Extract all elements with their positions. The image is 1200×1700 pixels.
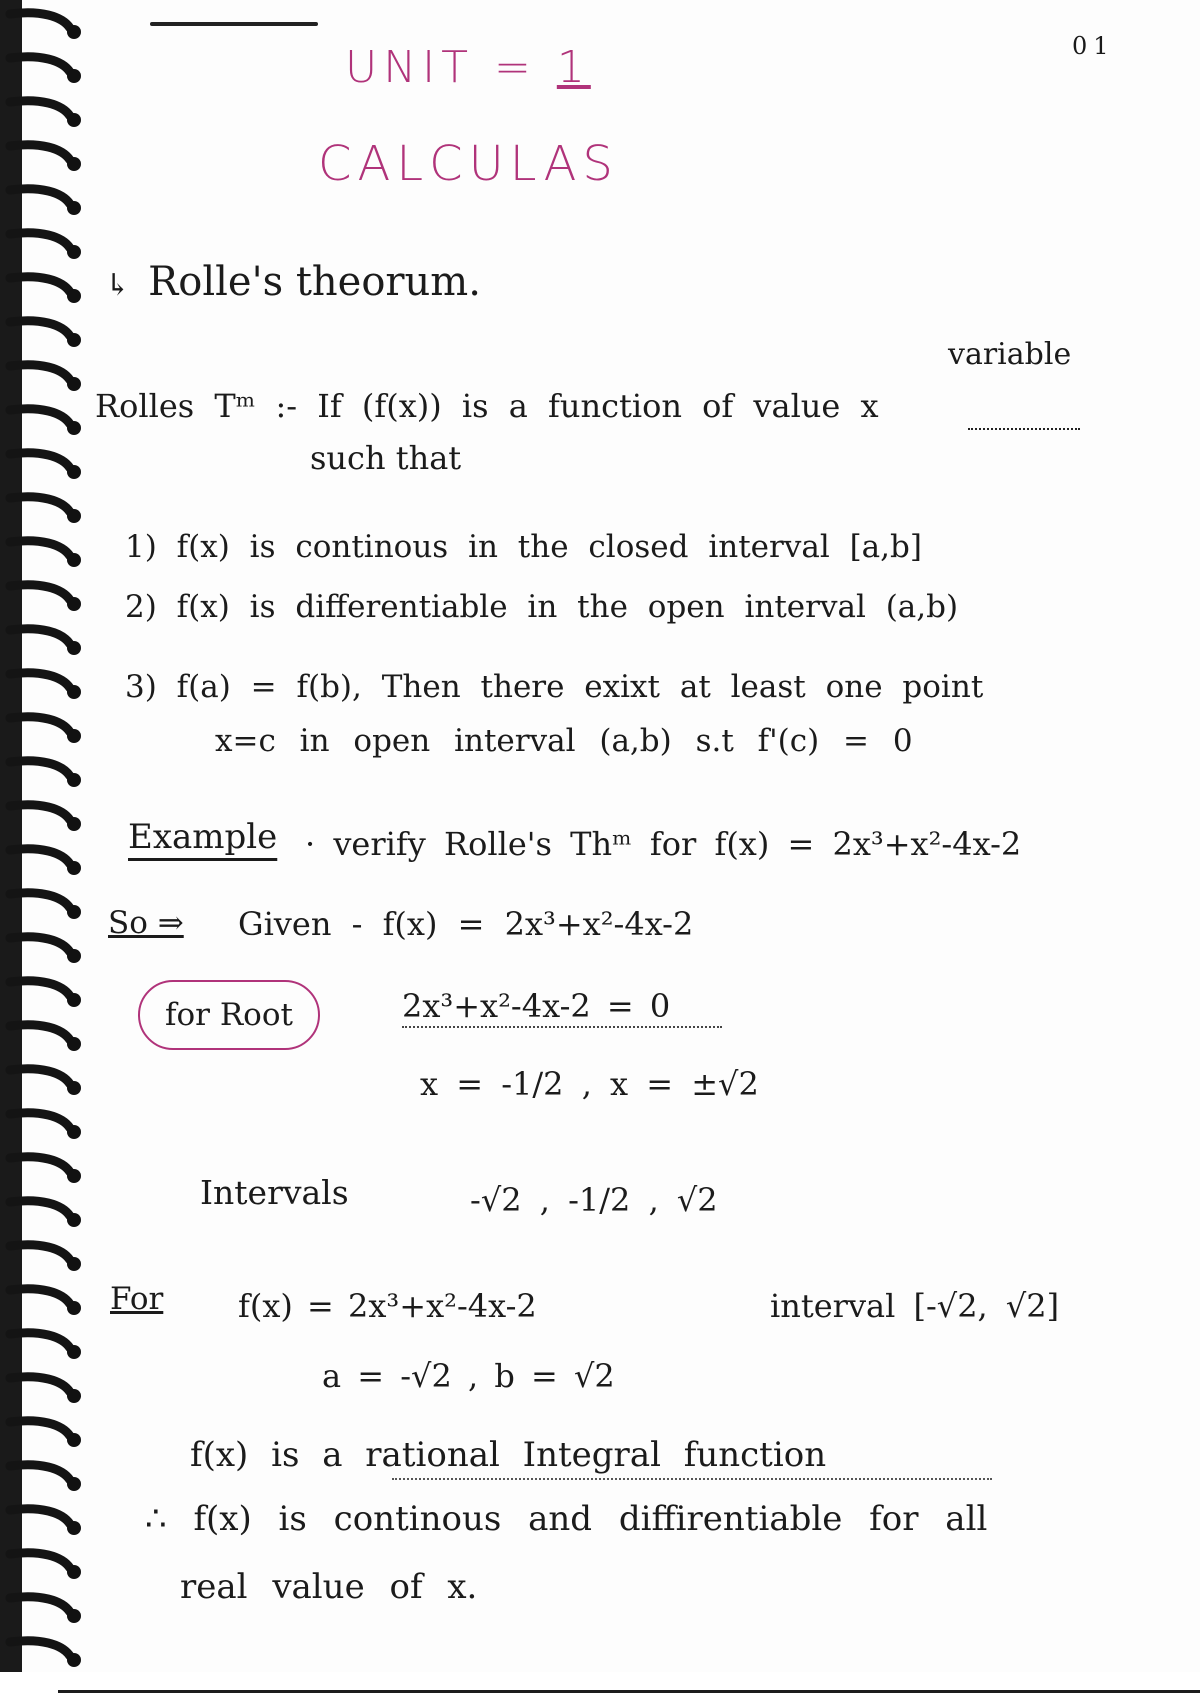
binding-hole [67, 157, 81, 171]
intervals-label: Intervals [200, 1173, 349, 1212]
binding-hole [67, 333, 81, 347]
binding-hole [67, 817, 81, 831]
binding-hole [67, 949, 81, 963]
dotted-underline [968, 428, 1080, 430]
binding-hole [67, 685, 81, 699]
condition-2: 2) f(x) is differentiable in the open interval (a,b) [125, 589, 959, 625]
heading-text: Rolle's theorum. [148, 259, 481, 305]
binding-hole [67, 377, 81, 391]
unit-title-prefix: UNIT = [345, 42, 557, 93]
subject-title: CALCULAS [318, 136, 619, 192]
binding-hole [67, 1213, 81, 1227]
conclusion-line-3: real value of x. [180, 1567, 478, 1607]
binding-hole [67, 553, 81, 567]
binding-hole [67, 1345, 81, 1359]
roots: x = -1/2 , x = ±√2 [420, 1065, 759, 1103]
binding-hole [67, 113, 81, 127]
root-badge: for Root [138, 980, 320, 1050]
binding-hole [67, 1521, 81, 1535]
binding-hole [67, 641, 81, 655]
function-equation: f(x) = 2x³+x²-4x-2 [238, 1287, 537, 1325]
binding-hole [67, 421, 81, 435]
section-heading [105, 259, 481, 305]
binding-hole [67, 201, 81, 215]
binding-hole [67, 1169, 81, 1183]
condition-1: 1) f(x) is continous in the closed interval [a,b] [125, 529, 922, 565]
unit-number: 1 [556, 42, 591, 93]
binding-hole [67, 1433, 81, 1447]
page-bottom-rule [58, 1690, 1200, 1693]
binding-hole [67, 1389, 81, 1403]
solution-label: So ⇒ [108, 905, 184, 941]
binding-hole [67, 69, 81, 83]
binding-hole [67, 289, 81, 303]
correction-note: variable [948, 337, 1072, 372]
spiral-binding [0, 0, 90, 1672]
unit-title [345, 42, 591, 93]
condition-3-continued: x=c in open interval (a,b) s.t f'(c) = 0 [215, 723, 913, 759]
binding-hole [67, 861, 81, 875]
intervals-value: -√2 , -1/2 , √2 [470, 1181, 718, 1219]
binding-hole [67, 993, 81, 1007]
binding-hole [67, 905, 81, 919]
example-text: · verify Rolle's Thᵐ for f(x) = 2x³+x²-4x-2 [305, 825, 1022, 863]
binding-hole [67, 465, 81, 479]
condition-3: 3) f(a) = f(b), Then there exixt at least one point [125, 669, 984, 705]
arrow-icon: ↳ [105, 268, 131, 303]
root-equation: 2x³+x²-4x-2 = 0 [402, 987, 671, 1025]
interval-text: interval [-√2, √2] [770, 1287, 1060, 1325]
binding-hole [67, 1257, 81, 1271]
conclusion-line-1: f(x) is a rational Integral function [190, 1435, 827, 1475]
definition-line-1: Rolles Tᵐ :- If (f(x)) is a function of value x [95, 387, 879, 425]
binding-hole [67, 509, 81, 523]
given-equation: Given - f(x) = 2x³+x²-4x-2 [238, 905, 694, 943]
binding-hole [67, 1301, 81, 1315]
binding-hole [67, 773, 81, 787]
binding-hole [67, 245, 81, 259]
definition-line-2: such that [310, 439, 462, 477]
conclusion-line-2: ∴ f(x) is continous and diffirentiable for all [145, 1499, 988, 1539]
top-pen-stroke [150, 22, 318, 26]
example-label: Example [128, 817, 278, 857]
binding-hole [67, 1125, 81, 1139]
binding-hole [67, 1565, 81, 1579]
ab-values: a = -√2 , b = √2 [322, 1357, 615, 1395]
page-number: 01 [1072, 32, 1115, 60]
binding-hole [67, 729, 81, 743]
dotted-underline [402, 1026, 722, 1028]
binding-hole [67, 1081, 81, 1095]
binding-hole [67, 1653, 81, 1667]
dotted-underline [392, 1478, 992, 1480]
binding-hole [67, 1609, 81, 1623]
for-label: For [110, 1281, 164, 1317]
binding-hole [67, 1037, 81, 1051]
binding-hole [67, 25, 81, 39]
binding-hole [67, 597, 81, 611]
page-margin [0, 1672, 1200, 1700]
binding-hole [67, 1477, 81, 1491]
